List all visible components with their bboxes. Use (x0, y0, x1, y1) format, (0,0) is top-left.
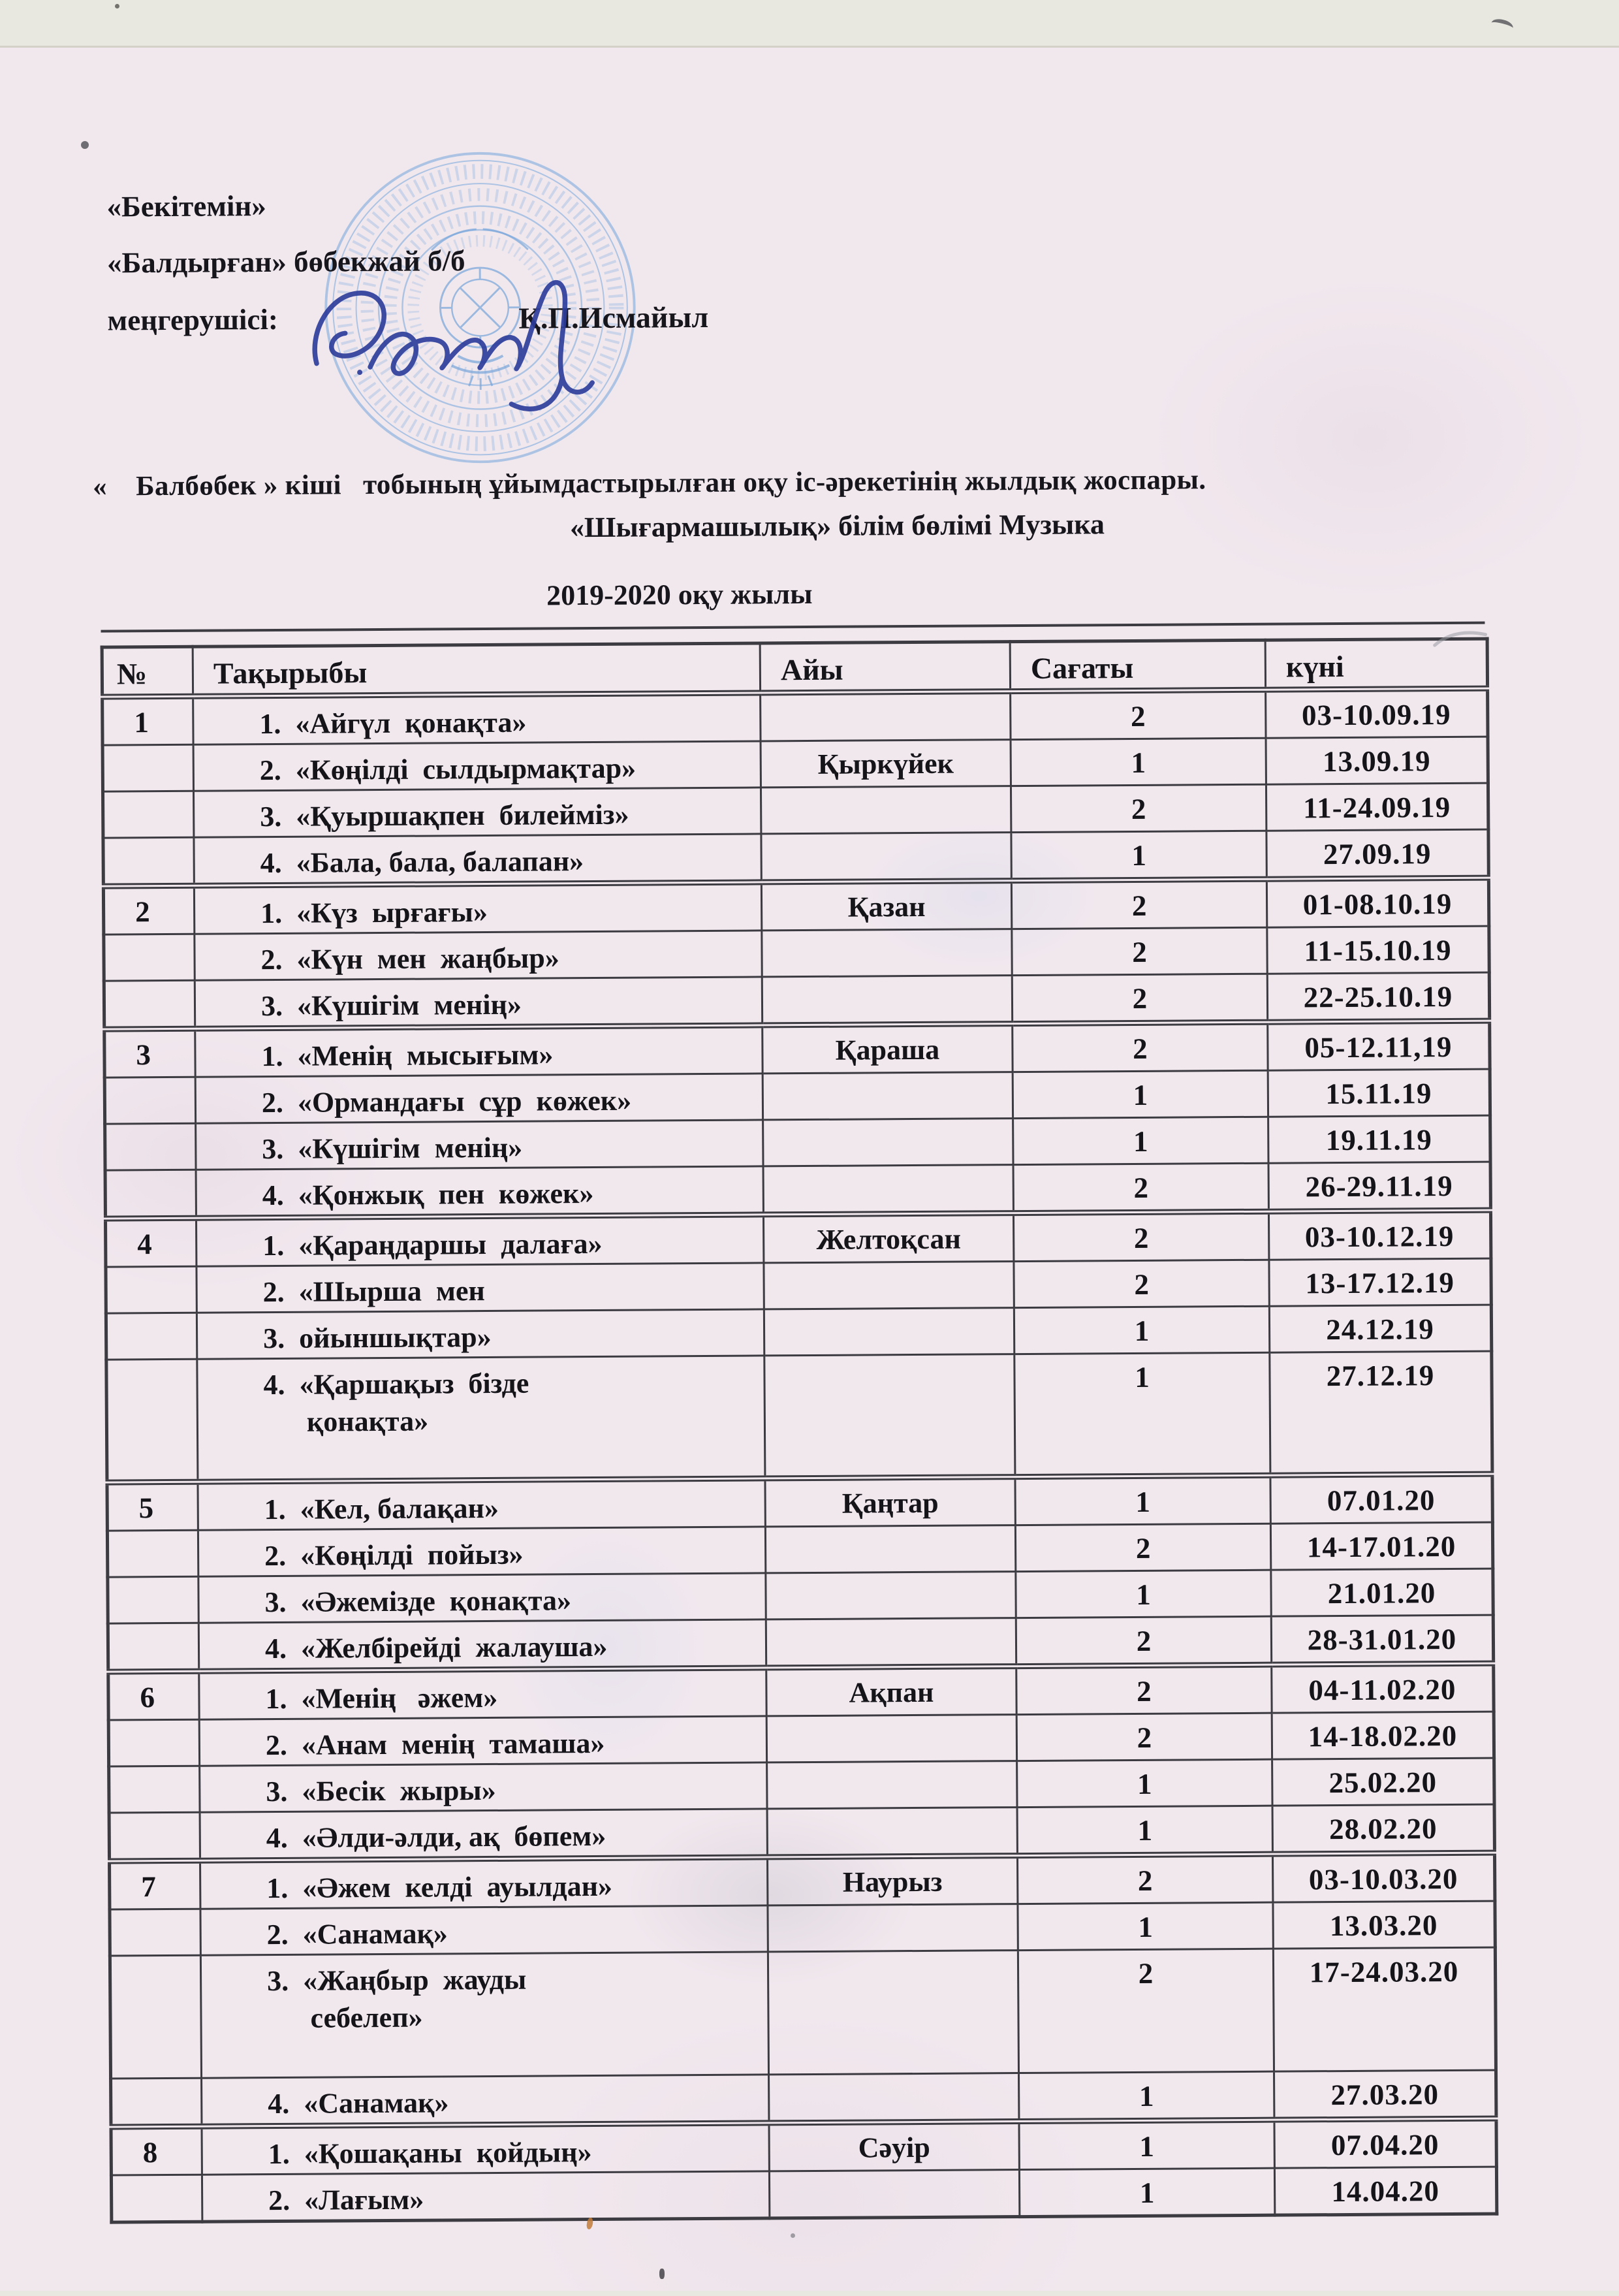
month-cell: Наурыз (767, 1856, 1017, 1905)
month-cell: Қыркүйек (761, 740, 1011, 788)
month-cell (761, 692, 1011, 741)
month-cell (762, 929, 1012, 977)
scan-speck (115, 4, 119, 8)
row-number-cell (109, 1766, 200, 1813)
table-row (110, 1901, 1495, 1956)
date-cell: 24.12.19 (1269, 1305, 1491, 1352)
month-cell: Сәуір (769, 2122, 1019, 2171)
date-cell: 13-17.12.19 (1269, 1258, 1491, 1306)
month-cell: Қаңтар (765, 1477, 1015, 1527)
month-cell (761, 833, 1011, 882)
yearly-plan-table (101, 637, 1499, 2224)
table-row (104, 1021, 1490, 1077)
table-row (105, 1162, 1490, 1219)
approval-line-1: «Бекітемін» (106, 189, 267, 223)
header-cell-0: № (102, 646, 193, 697)
hours-cell: 2 (1013, 1163, 1268, 1213)
row-number-cell (104, 1077, 195, 1124)
date-cell: 27.09.19 (1266, 829, 1488, 879)
date-cell: 27.03.20 (1274, 2070, 1496, 2120)
date-cell: 28.02.20 (1272, 1804, 1494, 1854)
topic-cell: 3. «Күшігім менің» (195, 977, 762, 1028)
date-cell: 11-15.10.19 (1267, 926, 1489, 974)
scan-speck (81, 141, 89, 149)
row-number-cell (104, 980, 195, 1029)
table-row (106, 1305, 1491, 1360)
date-cell: 03-10.03.20 (1272, 1853, 1494, 1902)
hours-cell: 2 (1011, 784, 1266, 832)
topic-cell: 4. «Санамақ» (202, 2075, 769, 2126)
table-row (105, 1115, 1490, 1170)
month-cell: Ақпан (766, 1666, 1016, 1716)
hours-cell: 1 (1014, 1352, 1270, 1476)
plan-title: « Балбөбек » кіші тобының ұйымдастырылған оқу іс-әрекетінің жылдық жоспары. (93, 464, 1206, 502)
scan-speck (659, 2269, 665, 2279)
topic-cell: 2. «Көңілді пойыз» (198, 1527, 765, 1576)
month-cell (764, 1354, 1015, 1478)
row-number-cell (108, 1623, 198, 1672)
row-number-cell (111, 2175, 202, 2222)
date-cell: 15.11.19 (1268, 1069, 1490, 1117)
topic-cell: 2. «Лағым» (202, 2171, 769, 2222)
month-cell (763, 1165, 1013, 1215)
scan-speck (791, 2233, 795, 2238)
date-cell: 19.11.19 (1268, 1115, 1490, 1163)
topic-cell: 2. «Анам менің тамаша» (199, 1716, 766, 1766)
signature-ink (290, 240, 624, 445)
date-cell: 11-24.09.19 (1266, 783, 1488, 831)
hours-cell: 2 (1015, 1523, 1270, 1571)
table-row (107, 1522, 1492, 1577)
month-cell (765, 1525, 1015, 1573)
date-cell: 17-24.03.20 (1273, 1947, 1496, 2071)
month-cell (768, 1904, 1018, 1952)
row-number-cell (106, 1266, 196, 1313)
row-number-cell (109, 1812, 200, 1861)
table-row (108, 1663, 1494, 1720)
month-cell (764, 1262, 1014, 1309)
topic-cell: 1. «Айгүл қонақта» (193, 693, 761, 744)
row-number-cell: 1 (102, 696, 193, 745)
date-cell: 04-11.02.20 (1272, 1663, 1494, 1713)
table-row (109, 1804, 1494, 1861)
hours-cell: 1 (1017, 1806, 1272, 1855)
row-number-cell (111, 2078, 202, 2127)
month-cell (762, 1072, 1013, 1120)
topic-cell: 1. «Әжем келді ауылдан» (200, 1857, 768, 1909)
header-cell-1: Тақырыбы (193, 643, 760, 696)
topic-cell: 2. «Көңілді сылдырмақтар» (193, 741, 761, 791)
topic-cell: 2. «Санамақ» (200, 1905, 768, 1955)
date-cell: 03-10.09.19 (1266, 688, 1488, 738)
approver-name: Қ.П.Исмайыл (518, 300, 709, 335)
date-cell: 14-18.02.20 (1272, 1712, 1494, 1759)
row-number-cell: 8 (111, 2126, 202, 2175)
hours-cell: 2 (1014, 1260, 1269, 1307)
month-cell (761, 786, 1011, 834)
date-cell: 22-25.10.19 (1267, 972, 1489, 1022)
row-number-cell (108, 1576, 198, 1623)
row-number-cell (104, 934, 195, 981)
row-number-cell: 5 (107, 1482, 198, 1531)
topic-cell: 3. «Әжемізде қонақта» (198, 1573, 766, 1623)
date-cell: 01-08.10.19 (1266, 878, 1488, 927)
hours-cell: 2 (1016, 1665, 1272, 1714)
hours-cell: 2 (1013, 1022, 1268, 1072)
plan-table-body (102, 688, 1497, 2222)
hours-cell: 1 (1018, 1902, 1273, 1950)
approval-label: меңгерушісі: (107, 302, 279, 337)
row-number-cell (108, 1719, 199, 1766)
hours-cell: 2 (1013, 1211, 1268, 1261)
month-cell (767, 1761, 1017, 1809)
topic-cell: 4. «Желбірейді жалауша» (198, 1619, 766, 1671)
hours-cell: 2 (1018, 1949, 1274, 2073)
hours-cell: 1 (1019, 2168, 1274, 2216)
table-row (109, 1758, 1494, 1813)
date-cell: 05-12.11,19 (1268, 1021, 1490, 1070)
topic-cell: 3. ойыншықтар» (196, 1309, 764, 1359)
month-cell (762, 976, 1012, 1025)
row-number-cell (106, 1359, 198, 1482)
date-cell: 07.01.20 (1270, 1474, 1492, 1523)
hours-cell: 1 (1013, 1070, 1268, 1118)
scan-pen-mark (1432, 627, 1488, 650)
month-cell: Қазан (761, 881, 1011, 931)
hours-cell: 2 (1011, 879, 1266, 929)
row-number-cell (105, 1123, 196, 1170)
hours-cell: 1 (1017, 1759, 1272, 1807)
month-cell (763, 1119, 1013, 1166)
table-row (106, 1258, 1491, 1313)
table-row (111, 2167, 1496, 2222)
month-cell (766, 1572, 1016, 1619)
month-cell (764, 1308, 1014, 1356)
date-cell: 27.12.19 (1270, 1351, 1492, 1475)
table-row (111, 2070, 1496, 2127)
row-number-cell (102, 791, 193, 838)
topic-cell: 1. «Менің әжем» (199, 1668, 766, 1719)
table-row (104, 926, 1489, 981)
hours-cell: 1 (1013, 1117, 1268, 1164)
row-number-cell: 4 (105, 1218, 196, 1267)
date-cell: 14.04.20 (1274, 2167, 1496, 2215)
row-number-cell (107, 1530, 198, 1577)
table-row (103, 829, 1488, 886)
topic-cell: 4. «Бала, бала, балапан» (194, 834, 761, 885)
table-row (106, 1351, 1492, 1482)
date-cell: 13.03.20 (1273, 1901, 1495, 1949)
topic-cell: 1. «Қошақаны қойдың» (202, 2123, 769, 2175)
hours-cell: 1 (1014, 1306, 1269, 1354)
table-row (104, 972, 1489, 1029)
topic-cell: 3. «Қуыршақпен билейміз» (193, 788, 761, 837)
table-row (103, 878, 1488, 934)
topic-cell: 3. «Бесік жыры» (200, 1762, 767, 1812)
table-row (104, 1069, 1490, 1124)
topic-cell: 2. «Күн мен жаңбыр» (195, 931, 762, 980)
hours-cell: 2 (1012, 927, 1267, 975)
row-number-cell (105, 1170, 196, 1219)
topic-cell: 1. «Менің мысығым» (195, 1025, 762, 1077)
table-row (102, 737, 1488, 791)
date-cell: 13.09.19 (1266, 737, 1488, 784)
topic-cell: 1. «Қараңдаршы далаға» (196, 1215, 763, 1266)
header-cell-2: Айы (760, 642, 1010, 693)
row-number-cell: 6 (108, 1671, 199, 1720)
row-number-cell: 2 (103, 885, 194, 934)
table-row (102, 688, 1488, 745)
month-cell (766, 1618, 1016, 1668)
table-row (110, 1947, 1496, 2079)
topic-cell: 1. «Кел, балақан» (198, 1478, 765, 1530)
row-number-cell: 3 (104, 1028, 195, 1077)
date-cell: 14-17.01.20 (1270, 1522, 1492, 1570)
hours-cell: 1 (1011, 738, 1266, 786)
table-row (110, 1853, 1495, 1909)
topic-cell: 3. «Жаңбыр жауды себелеп» (200, 1952, 768, 2078)
plan-table-header-row (102, 639, 1487, 697)
month-cell (768, 1951, 1018, 2075)
date-cell: 25.02.20 (1272, 1758, 1494, 1806)
table-outer-topline (101, 622, 1485, 633)
topic-cell: 3. «Күшігім менің» (196, 1120, 763, 1170)
table-row (108, 1615, 1493, 1672)
hours-cell: 2 (1011, 690, 1266, 739)
topic-cell: 4. «Әлди-әлди, ақ бөпем» (200, 1809, 767, 1860)
row-number-cell (110, 1955, 201, 2079)
date-cell: 26-29.11.19 (1268, 1162, 1490, 1211)
table-row (108, 1569, 1493, 1623)
topic-cell: 4. «Қонжық пен көжек» (196, 1166, 763, 1218)
hours-cell: 1 (1019, 2071, 1274, 2121)
table-row (107, 1474, 1492, 1531)
row-number-cell: 7 (110, 1860, 200, 1909)
topic-cell: 1. «Күз ырғағы» (194, 882, 761, 934)
month-cell (769, 2073, 1019, 2123)
hours-cell: 1 (1015, 1475, 1270, 1525)
table-row (105, 1210, 1490, 1267)
table-row (102, 783, 1488, 838)
month-cell (767, 1808, 1017, 1857)
date-cell: 21.01.20 (1271, 1569, 1493, 1616)
month-cell (769, 2170, 1019, 2218)
hours-cell: 2 (1016, 1713, 1272, 1761)
hours-cell: 2 (1012, 974, 1267, 1023)
row-number-cell (102, 744, 193, 791)
month-cell: Желтоқсан (763, 1213, 1013, 1263)
row-number-cell (110, 1909, 200, 1956)
table-row (111, 2118, 1496, 2175)
approval-line-2: «Балдырған» бөбекжай б/б (106, 244, 465, 279)
header-cell-3: Сағаты (1010, 640, 1265, 691)
date-cell: 03-10.12.19 (1268, 1210, 1490, 1260)
table-row (108, 1712, 1494, 1766)
date-cell: 28-31.01.20 (1271, 1615, 1493, 1665)
row-number-cell (103, 837, 194, 886)
header-cell-4: күні (1265, 639, 1487, 690)
topic-cell: 2. «Ормандағы сұр көжек» (195, 1074, 762, 1123)
hours-cell: 1 (1011, 831, 1266, 880)
month-cell (766, 1715, 1016, 1762)
plan-subtitle: «Шығармашылық» білім бөлімі Музыка (569, 508, 1105, 544)
school-year: 2019-2020 оқу жылы (546, 577, 813, 612)
month-cell: Қараша (762, 1024, 1013, 1074)
hours-cell: 1 (1016, 1570, 1271, 1618)
hours-cell: 2 (1017, 1854, 1272, 1904)
hours-cell: 2 (1016, 1616, 1271, 1666)
topic-cell: 4. «Қаршақыз бізде қонақта» (197, 1356, 765, 1482)
date-cell: 07.04.20 (1274, 2118, 1496, 2168)
topic-cell: 2. «Шырша мен (196, 1263, 764, 1313)
row-number-cell (106, 1313, 196, 1360)
hours-cell: 1 (1019, 2120, 1274, 2169)
